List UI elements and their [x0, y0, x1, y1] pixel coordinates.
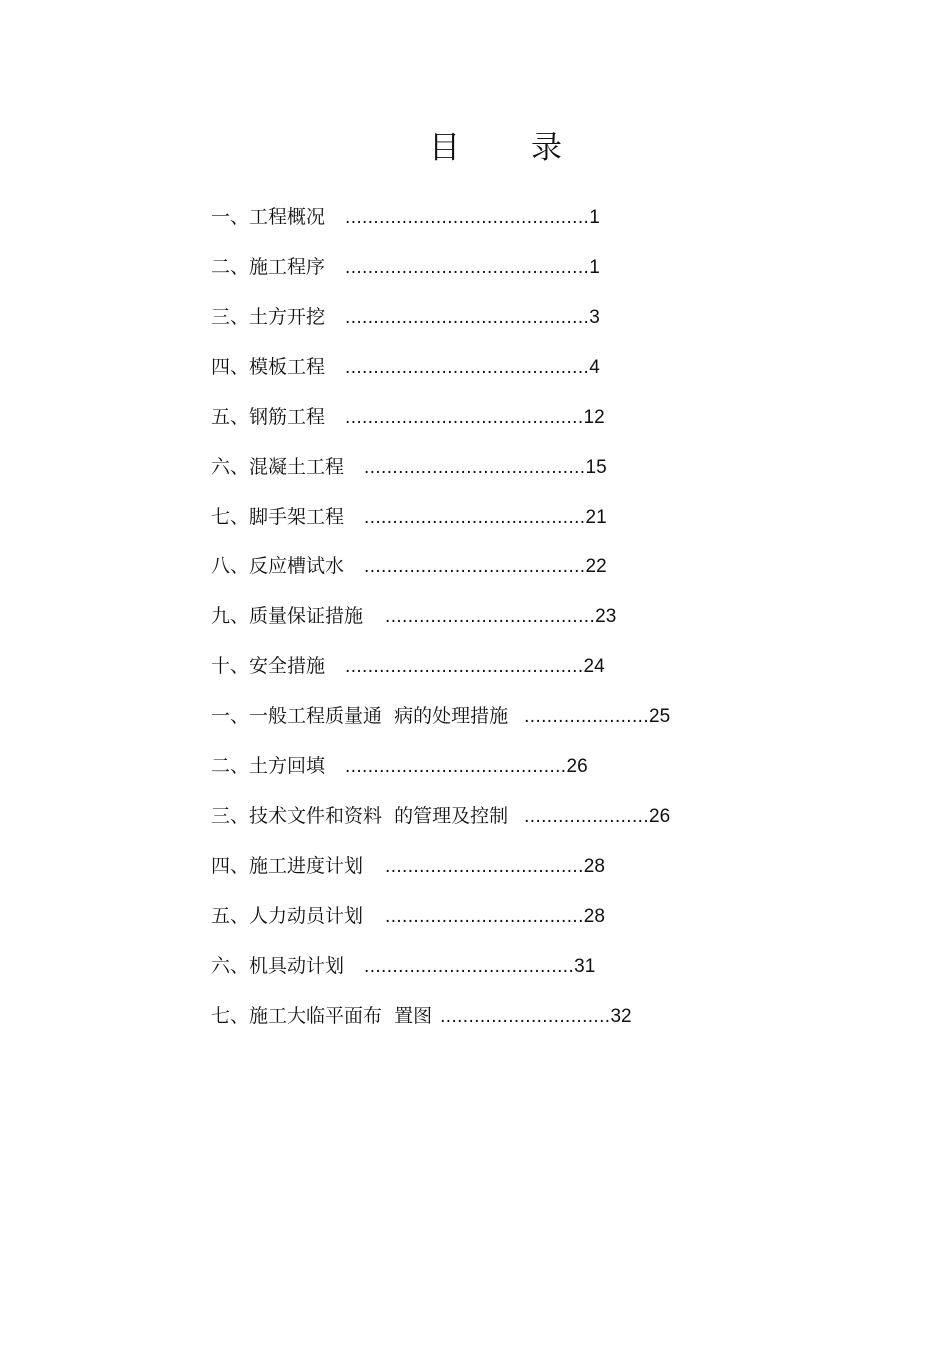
toc-entry[interactable]	[211, 252, 600, 282]
toc-entry[interactable]	[211, 601, 616, 631]
toc-entry[interactable]	[211, 901, 605, 931]
toc-entry[interactable]	[211, 651, 605, 681]
toc-entry-label: 六、机具动计划	[211, 955, 345, 977]
toc-entry-page-number: 22	[585, 556, 607, 577]
toc-entry-leader: ..........................................	[345, 656, 584, 677]
title-char-1: 目	[429, 130, 460, 166]
toc-entry-label: 七、脚手架工程	[211, 506, 345, 528]
toc-entry-leader: ...........................................	[345, 357, 590, 378]
toc-entry[interactable]	[211, 202, 600, 232]
toc-entry-label: 五、人力动员计划	[211, 905, 364, 927]
toc-entry-label: 二、施工程序	[211, 256, 326, 278]
toc-entry-page-number: 31	[574, 956, 596, 977]
toc-entry-page-number: 12	[583, 407, 605, 428]
toc-entry-label: 七、施工大临平面布 置图	[211, 1005, 433, 1027]
toc-entry-leader: .....................................	[364, 956, 575, 977]
toc-entry-leader: .....................................	[385, 606, 596, 627]
toc-entry-page-number: 26	[649, 806, 671, 827]
toc-entry-leader: ...................................	[385, 906, 584, 927]
toc-entry[interactable]	[211, 352, 600, 382]
toc-entry-label: 三、技术文件和资料 的管理及控制	[211, 805, 509, 827]
toc-entry-page-number: 15	[585, 457, 607, 478]
toc-entry-label: 二、土方回填	[211, 755, 326, 777]
toc-entry-label: 一、工程概况	[211, 206, 326, 228]
toc-entry-leader: ......................	[524, 806, 650, 827]
toc-entry[interactable]	[211, 1001, 632, 1031]
toc-entry-page-number: 24	[583, 656, 605, 677]
toc-entry-leader: ..........................................	[345, 407, 584, 428]
toc-entry[interactable]	[211, 851, 605, 881]
toc-entry-label: 四、模板工程	[211, 356, 326, 378]
toc-entry-leader: ..............................	[440, 1006, 611, 1027]
toc-entry-page-number: 32	[610, 1006, 632, 1027]
toc-entry-leader: .......................................	[364, 556, 586, 577]
toc-entry-page-number: 4	[589, 357, 600, 378]
toc-entry-page-number: 28	[583, 906, 605, 927]
toc-entry-leader: .......................................	[345, 756, 567, 777]
toc-entry[interactable]	[211, 452, 607, 482]
title-char-2: 录	[531, 130, 562, 166]
toc-entry-leader: ......................	[524, 706, 650, 727]
toc-entry[interactable]	[211, 551, 607, 581]
toc-entry-leader: ...........................................	[345, 207, 590, 228]
toc-entry-page-number: 25	[649, 706, 671, 727]
toc-entry-label: 四、施工进度计划	[211, 855, 364, 877]
toc-entry[interactable]	[211, 751, 588, 781]
toc-entry-label: 三、土方开挖	[211, 306, 326, 328]
toc-entry-label: 六、混凝土工程	[211, 456, 345, 478]
toc-entry-label: 九、质量保证措施	[211, 605, 364, 627]
toc-entry-page-number: 26	[566, 756, 588, 777]
toc-entry-page-number: 21	[585, 507, 607, 528]
toc-entry-label: 十、安全措施	[211, 655, 326, 677]
toc-entry-page-number: 1	[589, 207, 600, 228]
toc-entry-label: 一、一般工程质量通 病的处理措施	[211, 705, 509, 727]
toc-entry-label: 五、钢筋工程	[211, 406, 326, 428]
toc-entry-leader: .......................................	[364, 507, 586, 528]
toc-entry-label: 八、反应槽试水	[211, 555, 345, 577]
toc-entry[interactable]	[211, 502, 607, 532]
toc-entry[interactable]	[211, 801, 670, 831]
toc-entry-leader: ...........................................	[345, 307, 590, 328]
toc-entry-page-number: 1	[589, 257, 600, 278]
toc-entry-leader: .......................................	[364, 457, 586, 478]
toc-entry[interactable]	[211, 302, 600, 332]
toc-entry-page-number: 23	[595, 606, 617, 627]
toc-entry[interactable]	[211, 951, 595, 981]
toc-entry-leader: ...................................	[385, 856, 584, 877]
toc-entry[interactable]	[211, 402, 605, 432]
toc-entry[interactable]	[211, 701, 670, 731]
toc-entry-page-number: 28	[583, 856, 605, 877]
toc-entry-page-number: 3	[589, 307, 600, 328]
toc-entry-leader: ...........................................	[345, 257, 590, 278]
